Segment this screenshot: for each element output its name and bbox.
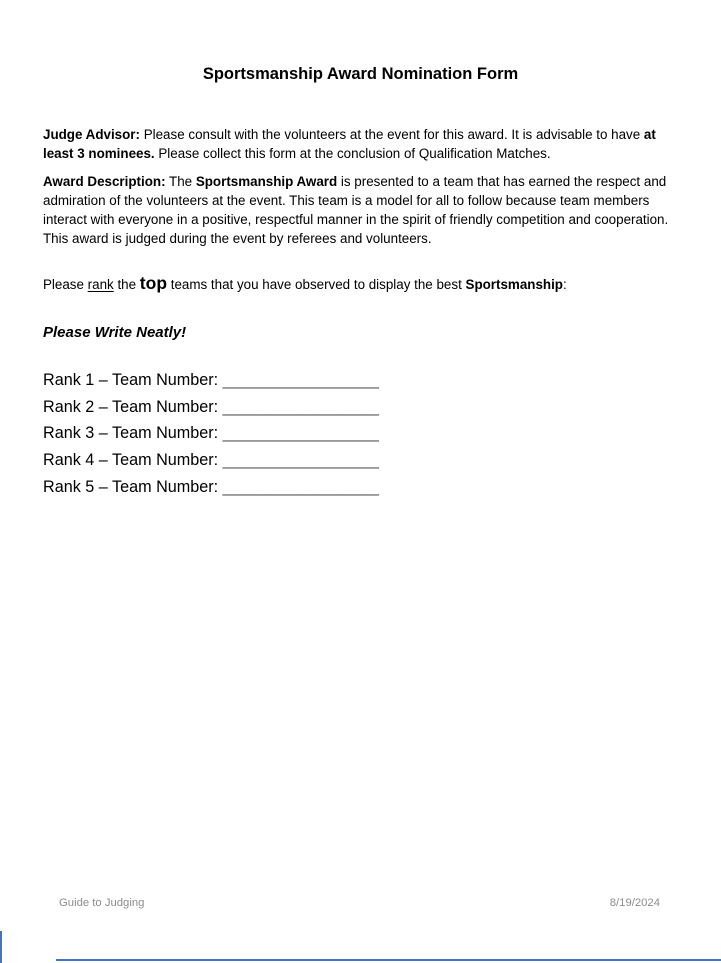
clipped-textbox-border-bottom (56, 959, 721, 961)
judge-advisor-text-2: Please collect this form at the conclusion of Qualification Matches. (154, 146, 551, 162)
rank-field-row (43, 367, 680, 394)
rank-field-label: Rank 2 – Team Number: (43, 397, 223, 416)
rank-field-label: Rank 3 – Team Number: (43, 424, 223, 443)
rank-instruction-bold-1: Sportsmanship (465, 277, 563, 292)
award-description-paragraph (43, 172, 680, 248)
rank-instruction-underlined: rank (87, 277, 114, 292)
page-title: Sportsmanship Award Nomination Form (202, 65, 519, 83)
rank-field-label: Rank 5 – Team Number: (43, 477, 223, 496)
judge-advisor-paragraph (43, 125, 680, 163)
rank-instruction (43, 274, 680, 294)
rank-fields-list (43, 367, 680, 500)
rank-instruction-text-1: Please (43, 277, 88, 292)
award-description-text-2: is presented to a team that has earned the respect and admiration of the volunteers at the event. This team is a model for all to follow because team members interact with everyone in a positive, respectful manner in the spirit of friendly competition and cooperation. This award is judged during the event by referees and volunteers. (43, 174, 669, 247)
rank-field-row (43, 447, 680, 474)
award-description-bold-1: Sportsmanship Award (195, 174, 338, 189)
rank-instruction-text-3: teams that you have observed to display the best (167, 277, 466, 292)
rank-instruction-text-2: the (113, 277, 140, 292)
rank-field-label: Rank 4 – Team Number: (43, 451, 223, 470)
rank-instruction-emphasis: top (139, 273, 168, 293)
award-description-text-1: The (165, 174, 196, 189)
rank-field-label: Rank 1 – Team Number: (43, 371, 223, 389)
judge-advisor-label: Judge Advisor: (43, 127, 140, 142)
rank-field-blank: _________________ (222, 397, 380, 416)
write-neatly-note: Please Write Neatly! (43, 324, 187, 341)
rank-field-row (43, 474, 680, 501)
rank-field-blank: _________________ (222, 371, 380, 389)
rank-field-row (43, 394, 680, 421)
rank-field-row (43, 420, 680, 447)
footer-document-name: Guide to Judging (59, 897, 145, 909)
clipped-textbox-border-left (0, 931, 2, 963)
judge-advisor-bold-1: at least 3 nominees. (43, 127, 656, 162)
award-description-label: Award Description: (43, 174, 166, 189)
rank-field-blank: _________________ (222, 424, 380, 443)
footer-date: 8/19/2024 (609, 897, 660, 909)
rank-field-blank: _________________ (222, 477, 380, 496)
rank-field-blank: _________________ (222, 451, 380, 470)
rank-instruction-text-4: : (562, 277, 567, 292)
judge-advisor-text-1: Please consult with the volunteers at the event for this award. It is advisable to have (139, 127, 644, 142)
